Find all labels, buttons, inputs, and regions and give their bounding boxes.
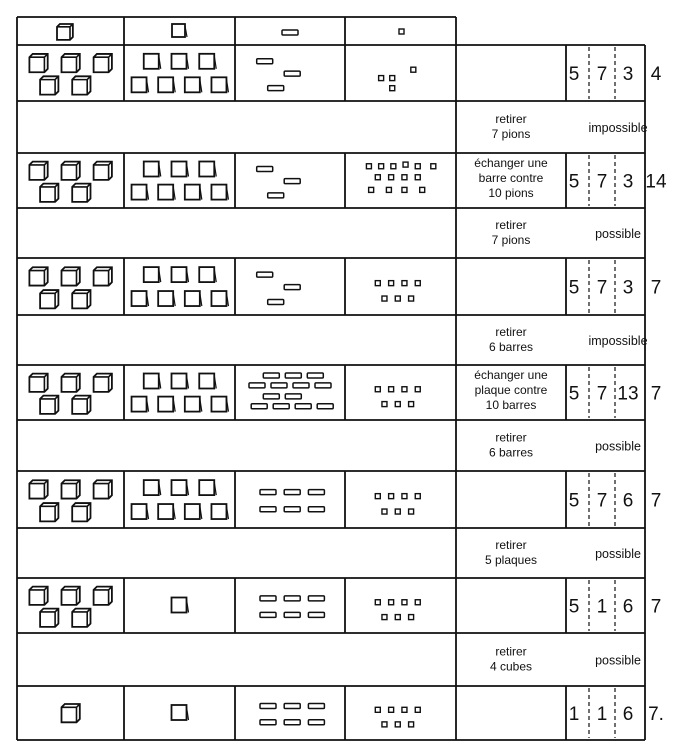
barre-piece	[317, 404, 333, 409]
pion-piece	[389, 600, 394, 605]
pion-piece	[402, 600, 407, 605]
barre-piece	[307, 373, 323, 378]
pion-piece	[379, 164, 384, 169]
pion-piece	[415, 494, 420, 499]
barre-piece	[260, 507, 276, 512]
digit-value: 7	[650, 596, 662, 618]
plaque-piece	[199, 374, 214, 389]
pion-piece	[395, 509, 400, 514]
pion-piece	[389, 175, 394, 180]
plaque-piece	[199, 267, 214, 282]
barre-piece	[260, 612, 276, 617]
step-action: retirer	[495, 430, 527, 445]
pion-piece	[403, 162, 408, 167]
step-action: 7 pions	[491, 233, 531, 247]
digit-value: 6	[622, 704, 634, 725]
state-row	[29, 162, 435, 202]
digit-value: 6	[622, 490, 634, 512]
pion-piece	[375, 175, 380, 180]
barre-piece	[257, 167, 273, 172]
barre-piece	[285, 394, 301, 399]
pion-piece	[379, 76, 384, 81]
digit-value: 7	[650, 383, 662, 405]
pion-piece	[395, 402, 400, 407]
pion-piece	[375, 707, 380, 712]
plaque-piece	[185, 397, 200, 412]
plaque-piece	[185, 291, 200, 306]
step-action: retirer	[495, 112, 527, 126]
pion-piece	[366, 164, 371, 169]
state-row	[62, 704, 421, 727]
plaque-piece	[144, 162, 159, 177]
plaque-piece	[158, 504, 173, 519]
barre-piece	[284, 71, 300, 76]
digit-value: 7	[596, 277, 608, 299]
pion-piece	[402, 175, 407, 180]
digit-value: 14	[645, 171, 667, 193]
barre-piece	[260, 704, 276, 709]
barre-piece	[263, 394, 279, 399]
pion-piece	[390, 86, 395, 91]
digit-value: 5	[568, 383, 580, 405]
plaque-piece	[132, 397, 147, 412]
digit-value: 5	[568, 64, 580, 85]
pion-piece	[375, 494, 380, 499]
barre-piece	[308, 612, 324, 617]
pion-piece	[402, 281, 407, 286]
header-row	[57, 24, 404, 40]
barre-piece	[284, 612, 300, 617]
barre-piece	[268, 299, 284, 304]
pion-piece	[382, 296, 387, 301]
plaque-piece	[172, 162, 187, 177]
pion-piece	[415, 175, 420, 180]
pion-piece	[399, 29, 404, 34]
pion-piece	[389, 707, 394, 712]
pion-piece	[382, 509, 387, 514]
barre-piece	[284, 704, 300, 709]
pion-piece	[395, 722, 400, 727]
step-result: possible	[595, 653, 641, 668]
barre-piece	[260, 720, 276, 725]
step-result: possible	[595, 439, 641, 454]
barre-piece	[257, 59, 273, 64]
digit-value: 7	[596, 383, 608, 405]
digit-value: 7	[596, 64, 608, 85]
step-result: possible	[595, 227, 641, 241]
pion-piece	[382, 402, 387, 407]
digit-value: 4	[650, 64, 662, 85]
pion-piece	[389, 387, 394, 392]
barre-piece	[284, 285, 300, 290]
plaque-piece	[172, 24, 185, 37]
plaque-piece	[211, 77, 226, 92]
step-action: 5 plaques	[484, 553, 538, 567]
pion-piece	[409, 509, 414, 514]
barre-piece	[251, 404, 267, 409]
pion-piece	[409, 296, 414, 301]
barre-piece	[268, 193, 284, 198]
step-result: possible	[595, 547, 641, 561]
barre-piece	[284, 720, 300, 725]
exchange-note: échanger une	[474, 156, 548, 170]
pion-piece	[389, 494, 394, 499]
plaque-piece	[199, 54, 214, 69]
plaque-piece	[158, 291, 173, 306]
plaque-piece	[185, 504, 200, 519]
digit-value: 5	[568, 171, 580, 193]
digit-value: 5	[568, 277, 580, 299]
exchange-note: échanger une	[474, 368, 548, 382]
barre-piece	[315, 383, 331, 388]
state-row	[29, 587, 420, 627]
pion-piece	[415, 387, 420, 392]
barre-piece	[284, 179, 300, 184]
pion-piece	[382, 722, 387, 727]
step-action: retirer	[495, 538, 527, 552]
digit-value: 3	[622, 64, 634, 85]
plaque-piece	[172, 267, 187, 282]
plaque-piece	[132, 291, 147, 306]
barre-piece	[268, 86, 284, 91]
barre-piece	[284, 596, 300, 601]
barre-piece	[308, 704, 324, 709]
exchange-note: barre contre	[478, 171, 544, 185]
plaque-piece	[172, 598, 187, 613]
barre-piece	[257, 272, 273, 277]
plaque-piece	[144, 267, 159, 282]
digit-value: 1	[596, 704, 608, 725]
plaque-piece	[172, 480, 187, 495]
digit-value: 1	[596, 596, 608, 618]
step-action: retirer	[495, 644, 527, 659]
digit-value: 13	[617, 383, 639, 405]
plaque-piece	[211, 504, 226, 519]
plaque-piece	[132, 504, 147, 519]
step-action: 6 barres	[488, 340, 534, 354]
state-row	[29, 54, 415, 95]
barre-piece	[284, 490, 300, 495]
barre-piece	[282, 30, 298, 35]
digit-value: 7	[596, 490, 608, 512]
pion-piece	[375, 387, 380, 392]
barre-piece	[260, 490, 276, 495]
barre-piece	[308, 720, 324, 725]
barre-piece	[284, 507, 300, 512]
step-result: impossible	[588, 121, 648, 135]
pion-piece	[420, 187, 425, 192]
pion-piece	[431, 164, 436, 169]
pion-piece	[409, 615, 414, 620]
state-row	[29, 373, 420, 414]
plaque-piece	[144, 374, 159, 389]
pion-piece	[402, 387, 407, 392]
barre-piece	[308, 596, 324, 601]
plaque-piece	[211, 397, 226, 412]
pion-piece	[382, 615, 387, 620]
plaque-piece	[185, 185, 200, 200]
step-action: 7 pions	[491, 127, 531, 141]
barre-piece	[308, 507, 324, 512]
plaque-piece	[158, 397, 173, 412]
pion-piece	[415, 600, 420, 605]
barre-piece	[249, 383, 265, 388]
plaque-piece	[172, 54, 187, 69]
plaque-piece	[158, 77, 173, 92]
barre-piece	[295, 404, 311, 409]
pion-piece	[415, 707, 420, 712]
digit-value: 7	[650, 490, 662, 512]
plaque-piece	[211, 185, 226, 200]
exchange-note: plaque contre	[474, 383, 548, 397]
pion-piece	[402, 494, 407, 499]
digit-value: 7	[650, 277, 662, 299]
state-row	[29, 267, 420, 308]
barre-piece	[260, 596, 276, 601]
digit-value: 1	[568, 704, 580, 725]
plaque-piece	[144, 480, 159, 495]
digit-value: 7	[596, 171, 608, 193]
barre-piece	[271, 383, 287, 388]
plaque-piece	[185, 77, 200, 92]
exchange-note: 10 barres	[485, 398, 537, 412]
barre-piece	[285, 373, 301, 378]
digit-value: 3	[622, 277, 634, 299]
plaque-piece	[199, 480, 214, 495]
digit-value: 3	[622, 171, 634, 193]
state-row	[29, 480, 420, 521]
pion-piece	[411, 67, 416, 72]
plaque-piece	[132, 77, 147, 92]
step-action: 4 cubes	[489, 659, 533, 674]
plaque-piece	[132, 185, 147, 200]
plaque-piece	[144, 54, 159, 69]
plaque-piece	[172, 705, 187, 720]
digit-value: 7.	[648, 704, 664, 725]
plaque-piece	[172, 374, 187, 389]
pion-piece	[402, 707, 407, 712]
digit-value: 6	[622, 596, 634, 618]
pion-piece	[415, 281, 420, 286]
step-action: 6 barres	[488, 445, 534, 460]
digit-value: 5	[568, 490, 580, 512]
digit-value: 5	[568, 596, 580, 618]
pion-piece	[409, 722, 414, 727]
plaque-piece	[158, 185, 173, 200]
pion-piece	[375, 600, 380, 605]
pion-piece	[415, 164, 420, 169]
step-action: retirer	[495, 325, 527, 339]
plaque-piece	[199, 162, 214, 177]
pion-piece	[375, 281, 380, 286]
pion-piece	[395, 615, 400, 620]
barre-piece	[263, 373, 279, 378]
pion-piece	[386, 187, 391, 192]
pion-piece	[409, 402, 414, 407]
plaque-piece	[211, 291, 226, 306]
pion-piece	[390, 76, 395, 81]
step-result: impossible	[588, 334, 648, 348]
exchange-note: 10 pions	[488, 186, 534, 200]
barre-piece	[308, 490, 324, 495]
pion-piece	[402, 187, 407, 192]
pion-piece	[389, 281, 394, 286]
pion-piece	[391, 164, 396, 169]
step-action: retirer	[495, 218, 527, 232]
pion-piece	[395, 296, 400, 301]
barre-piece	[293, 383, 309, 388]
barre-piece	[273, 404, 289, 409]
pion-piece	[369, 187, 374, 192]
